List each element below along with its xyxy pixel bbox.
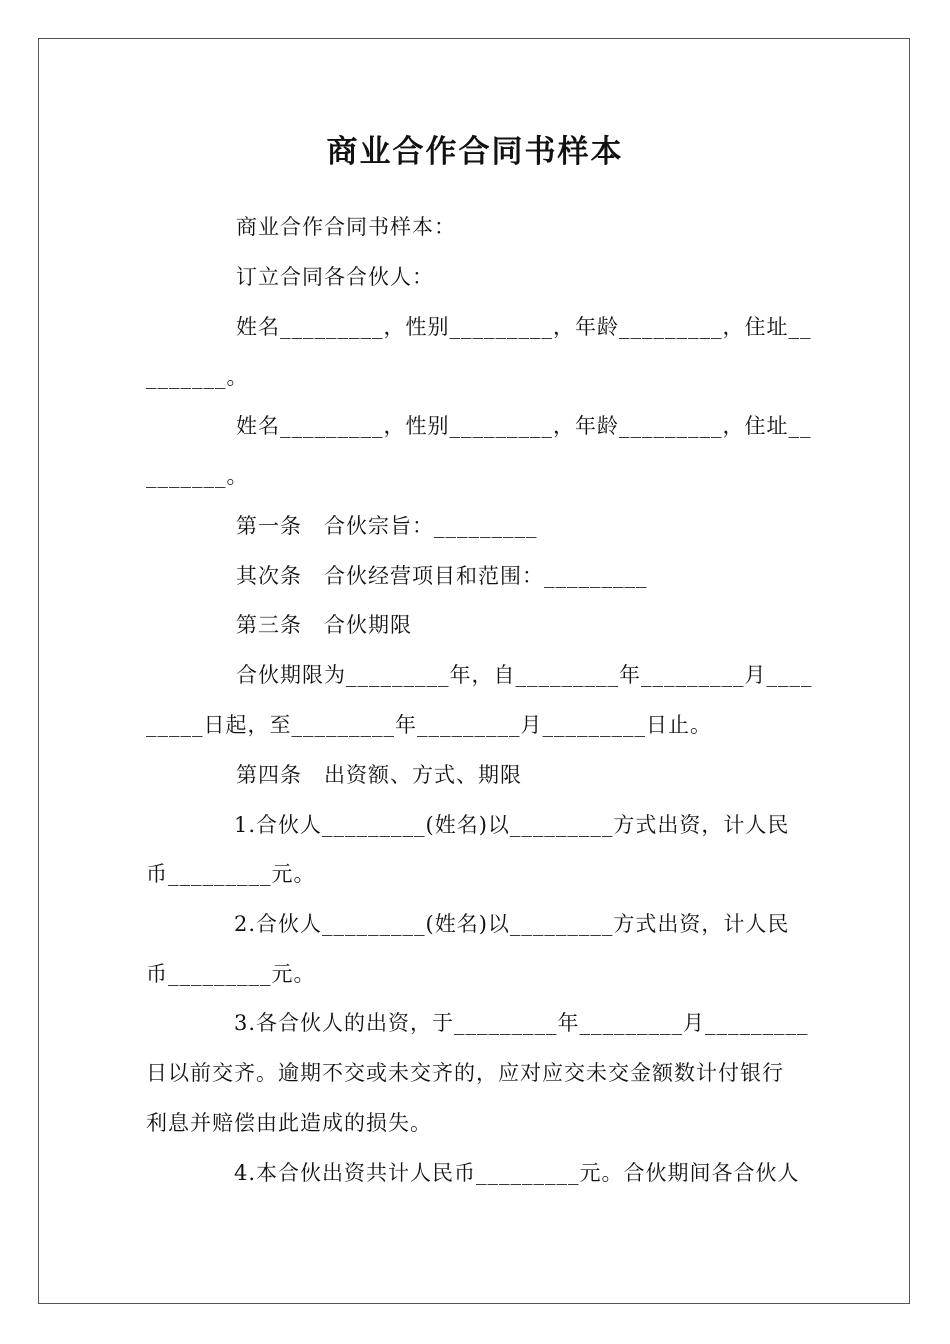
partner-2-info-cont: _______。	[146, 464, 249, 488]
document-title: 商业合作合同书样本	[326, 134, 624, 170]
partners-heading: 订立合同各合伙人：	[236, 265, 434, 289]
clause-3-cont: 日以前交齐。逾期不交或未交齐的，应对应交未交金额数计付银行	[146, 1061, 784, 1085]
article-3-heading: 第三条 合伙期限	[236, 613, 412, 637]
clause-3-cont-2: 利息并赔偿由此造成的损失。	[146, 1111, 432, 1135]
article-2: 其次条 合伙经营项目和范围：_________	[236, 564, 648, 588]
clause-2-cont: 币_________元。	[146, 962, 316, 986]
article-4-heading: 第四条 出资额、方式、期限	[236, 763, 522, 787]
clause-4: 4.本合伙出资共计人民币_________元。合伙期间各合伙人	[234, 1161, 800, 1185]
intro-line: 商业合作合同书样本：	[236, 215, 456, 239]
article-1: 第一条 合伙宗旨：_________	[236, 514, 538, 538]
partner-1-info-cont: _______。	[146, 365, 249, 389]
clause-3: 3.各合伙人的出资，于_________年_________月_________	[234, 1011, 809, 1035]
clause-1: 1.合伙人_________(姓名)以_________方式出资，计人民	[234, 813, 790, 837]
partner-1-info: 姓名_________，性别_________，年龄_________，住址__	[236, 315, 812, 339]
partner-2-info: 姓名_________，性别_________，年龄_________，住址__	[236, 414, 812, 438]
article-3-term-cont: _____日起，至_________年_________月_________日止。	[146, 713, 712, 737]
article-3-term: 合伙期限为_________年，自_________年_________月____	[236, 663, 813, 687]
clause-1-cont: 币_________元。	[146, 862, 316, 886]
clause-2: 2.合伙人_________(姓名)以_________方式出资，计人民	[234, 912, 790, 936]
